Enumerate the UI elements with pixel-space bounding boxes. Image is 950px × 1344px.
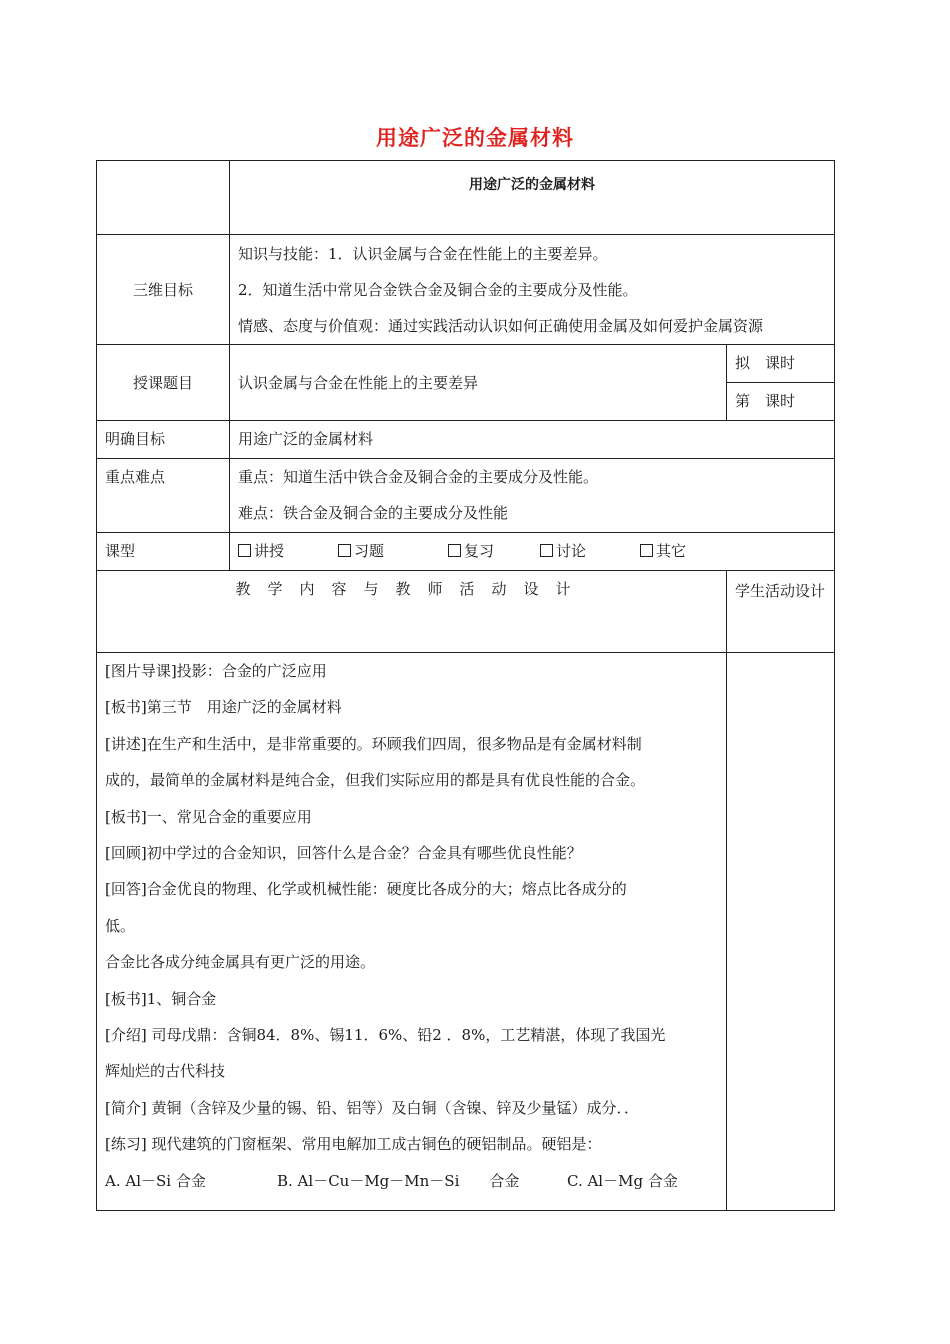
objectives-content <box>230 235 835 345</box>
document-title: 用途广泛的金属材料 <box>376 126 574 150</box>
objective-line: 情感、态度与价值观：通过实践活动认识如何正确使用金属及如何爱护金属资源 <box>238 317 764 335</box>
objective-line: 知识与技能：1．认识金属与合金在性能上的主要差异。 <box>238 245 608 263</box>
student-activity-cell <box>727 653 835 1211</box>
content-line: [练习] 现代建筑的门窗框架、常用电解加工成古铜色的硬铝制品。硬铝是： <box>105 1135 602 1154</box>
content-line: [图片导课]投影：合金的广泛应用 <box>105 662 327 680</box>
content-line: [板书]一、常见合金的重要应用 <box>105 807 312 826</box>
topic-row <box>97 345 835 383</box>
choices-line <box>105 1163 718 1199</box>
content-line: [回顾]初中学过的合金知识，回答什么是合金？合金具有哪些优良性能？ <box>105 844 582 863</box>
content-line: [介绍] 司母戊鼎：含铜84．8%、锡11．6%、铅2 ．8%，工艺精湛，体现了我国光 <box>105 1026 666 1045</box>
checkbox-icon <box>540 544 553 557</box>
focus-line: 重点：知道生活中铁合金及铜合金的主要成分及性能。 <box>238 468 599 486</box>
objectives-label: 三维目标 <box>97 235 230 345</box>
objectives-row <box>97 235 835 345</box>
goal-value: 用途广泛的金属材料 <box>230 421 835 459</box>
checkbox-icon <box>448 544 461 557</box>
choice-b: B. Al－Cu－Mg－Mn－Si 合金 <box>277 1171 520 1190</box>
key-points-content <box>230 459 835 533</box>
goal-label: 明确目标 <box>97 421 230 459</box>
option-exercise[interactable]: 习题 <box>338 533 448 569</box>
key-points-label: 重点难点 <box>97 459 230 533</box>
hours-index: 第 课时 <box>727 383 835 421</box>
difficulty-line: 难点：铁合金及铜合金的主要成分及性能 <box>238 504 509 522</box>
option-lecture[interactable]: 讲授 <box>238 533 338 569</box>
content-line: 合金比各成分纯金属具有更广泛的用途。 <box>105 953 376 972</box>
checkbox-icon <box>640 544 653 557</box>
lesson-type-options <box>230 533 835 571</box>
content-line: 辉灿烂的古代科技 <box>105 1062 226 1081</box>
lesson-plan-table <box>96 160 835 1211</box>
header-blank-cell <box>97 161 230 235</box>
teaching-content <box>97 653 727 1211</box>
checkbox-icon <box>338 544 351 557</box>
student-design-header: 学生活动设计 <box>727 571 835 653</box>
content-line: [板书]第三节 用途广泛的金属材料 <box>105 698 342 717</box>
key-points-row <box>97 459 835 533</box>
checkbox-icon <box>238 544 251 557</box>
content-line: 低。 <box>105 916 136 935</box>
lesson-type-row <box>97 533 835 571</box>
header-title: 用途广泛的金属材料 <box>230 161 835 235</box>
option-other[interactable]: 其它 <box>640 533 686 569</box>
objective-line: 2．知道生活中常见合金铁合金及铜合金的主要成分及性能。 <box>238 281 638 299</box>
content-line: [板书]1、铜合金 <box>105 989 217 1008</box>
choice-c: C. Al－Mg 合金 <box>567 1171 678 1190</box>
hours-planned: 拟 课时 <box>727 345 835 383</box>
header-row <box>97 161 835 235</box>
goal-row <box>97 421 835 459</box>
content-line: [简介] 黄铜（含锌及少量的锡、铅、铝等）及白铜（含镍、锌及少量锰）成分．． <box>105 1098 639 1117</box>
lesson-type-label: 课型 <box>97 533 230 571</box>
content-line: [讲述]在生产和生活中，是非常重要的。环顾我们四周，很多物品是有金属材料制 <box>105 734 642 753</box>
option-review[interactable]: 复习 <box>448 533 540 569</box>
topic-label: 授课题目 <box>97 345 230 421</box>
content-line: [回答]合金优良的物理、化学或机械性能：硬度比各成分的大；熔点比各成分的 <box>105 880 627 899</box>
content-line: 成的，最简单的金属材料是纯合金，但我们实际应用的都是具有优良性能的合金。 <box>105 771 646 790</box>
option-discussion[interactable]: 讨论 <box>540 533 640 569</box>
teacher-design-header: 教学内容与教师活动设计 <box>97 571 727 653</box>
design-header-row <box>97 571 835 653</box>
content-row <box>97 653 835 1211</box>
topic-value: 认识金属与合金在性能上的主要差异 <box>230 345 727 421</box>
choice-a: A. Al－Si 合金 <box>105 1171 206 1190</box>
